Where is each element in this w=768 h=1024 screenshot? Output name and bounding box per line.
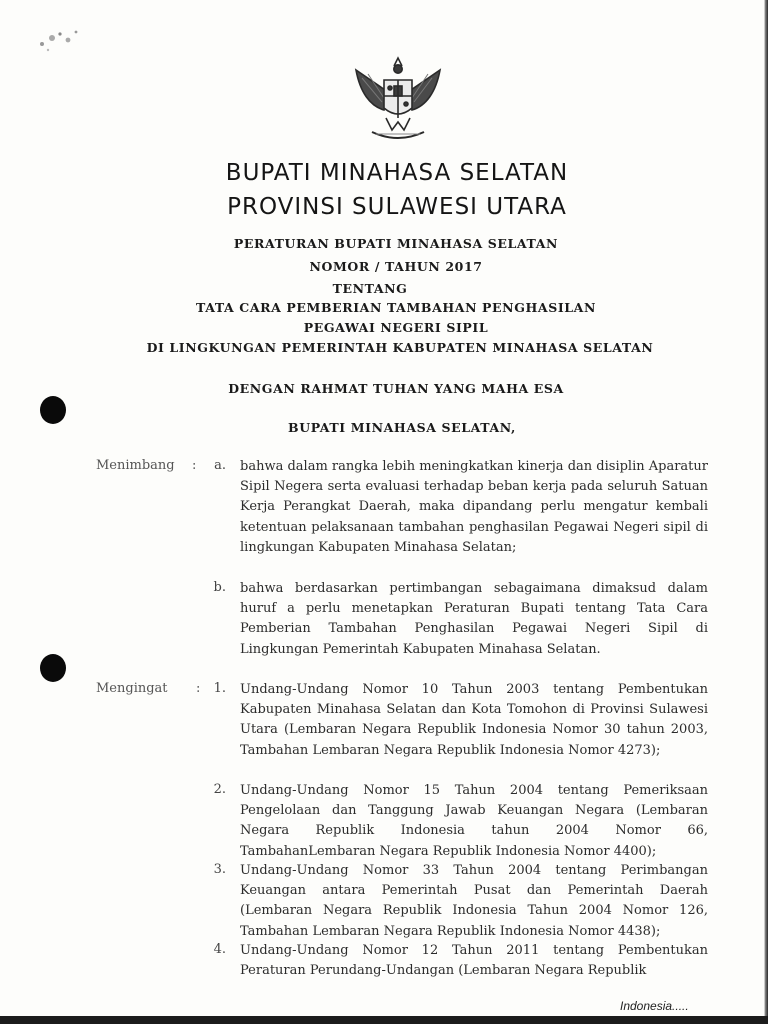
mengingat-label: Mengingat [96,681,168,696]
mengingat-item-2: Undang-Undang Nomor 15 Tahun 2004 tentang Pemeriksaan Pengelolaan dan Tanggung Jawab Keuangan Negara (Lembaran Negara Republik Indonesia tahun 2004 Nomor 66, TambahanLembaran Negara Republik Indonesia Nomor 4400); [240,783,708,859]
menimbang-label: Menimbang [96,458,175,473]
regulation-type: PERATURAN BUPATI MINAHASA SELATAN [233,236,559,251]
mengingat-marker-2: 2. [213,782,226,797]
menimbang-colon: : [192,458,197,473]
regulation-about: TENTANG [332,281,408,296]
header-line-1: BUPATI MINAHASA SELATAN [225,160,569,186]
mengingat-colon: : [196,681,201,696]
regulation-subject-3: DI LINGKUNGAN PEMERINTAH KABUPATEN MINAHASA SELATAN [146,340,654,355]
scan-smudge [30,22,86,56]
mengingat-marker-1: 1. [213,681,226,696]
regulation-subject-1: TATA CARA PEMBERIAN TAMBAHAN PENGHASILAN [196,300,596,315]
regulation-number: NOMOR / TAHUN 2017 [309,259,483,274]
menimbang-marker-b: b. [213,580,226,595]
mengingat-item-3: Undang-Undang Nomor 33 Tahun 2004 tentang Perimbangan Keuangan antara Pemerintah Pusat dan Pemerintah Daerah (Lembaran Negara Republik Indonesia Tahun 2004 Nomor 126, Tambahan Lembaran Negara Republik Indonesia Nomor 4438); [240,863,708,939]
preamble-blessing: DENGAN RAHMAT TUHAN YANG MAHA ESA [228,381,564,396]
mengingat-item-4: Undang-Undang Nomor 12 Tahun 2011 tentang Pembentukan Peraturan Perundang-Undangan (Lembaran Negara Republik [240,943,708,979]
preamble-authority: BUPATI MINAHASA SELATAN, [288,420,516,435]
scan-edge-bottom [0,1016,768,1024]
header-line-2: PROVINSI SULAWESI UTARA [227,194,567,220]
punch-hole-bottom [40,654,66,682]
menimbang-marker-a: a. [214,458,226,473]
mengingat-marker-3: 3. [213,862,226,877]
page-continuation: Indonesia..... [620,999,689,1013]
menimbang-item-a: bahwa dalam rangka lebih meningkatkan kinerja dan disiplin Aparatur Sipil Negera serta evaluasi terhadap beban kerja pada seluruh Satuan Kerja Perangkat Daerah, maka dipandang perlu mengatur kembali ketentuan pelaksanaan tambahan penghasilan Pegawai Negeri sipil di lingkungan Kabupaten Minahasa Selatan; [240,459,708,555]
menimbang-item-b: bahwa berdasarkan pertimbangan sebagaimana dimaksud dalam huruf a perlu menetapkan Peraturan Bupati tentang Tata Cara Pemberian Tambahan Penghasilan Pegawai Negeri Sipil di Lingkungan Pemerintah Kabupaten Minahasa Selatan. [240,581,708,657]
regulation-subject-2: PEGAWAI NEGERI SIPIL [303,320,489,335]
garuda-emblem-icon [346,52,450,144]
scan-edge-right [764,0,768,1024]
mengingat-marker-4: 4. [213,942,226,957]
mengingat-item-1: Undang-Undang Nomor 10 Tahun 2003 tentang Pembentukan Kabupaten Minahasa Selatan dan Kota Tomohon di Provinsi Sulawesi Utara (Lembaran Negara Republik Indonesia Nomor 30 tahun 2003, Tambahan Lembaran Negara Republik Indonesia Nomor 4273); [240,682,708,758]
